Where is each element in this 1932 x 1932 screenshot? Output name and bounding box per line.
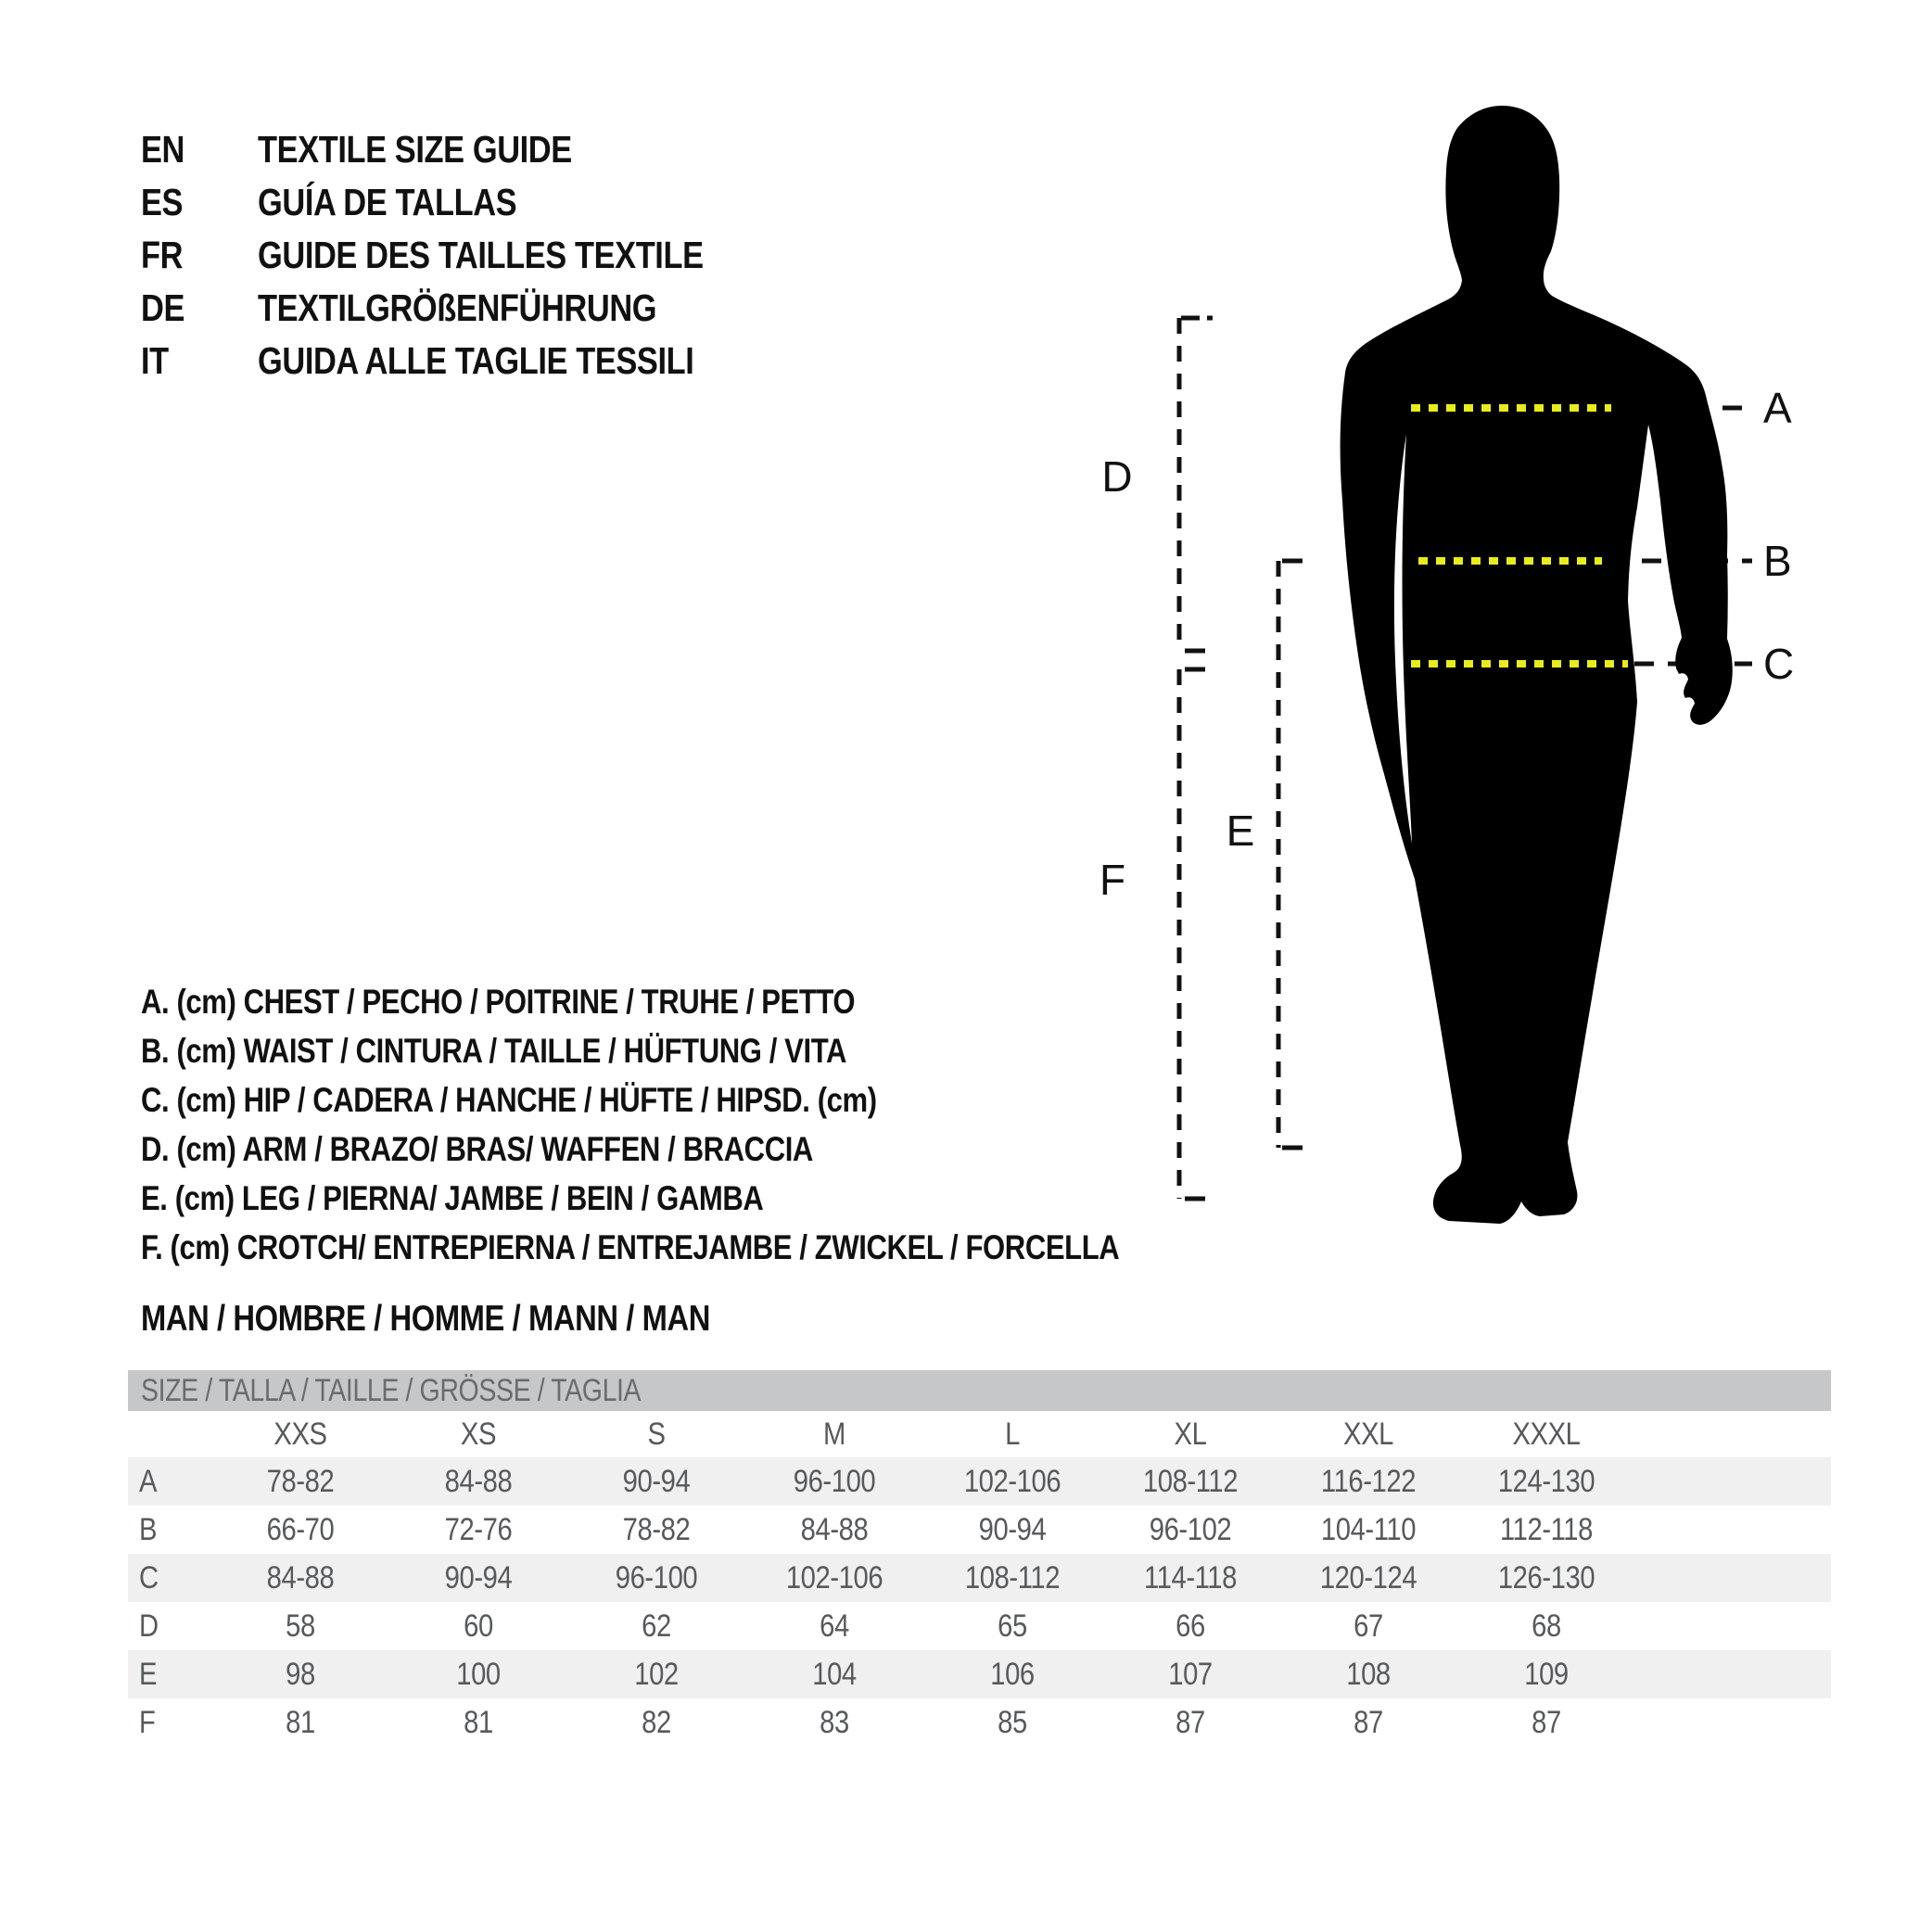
table-cell: 90-94 bbox=[622, 1463, 691, 1499]
lang-title: GUÍA DE TALLAS bbox=[258, 181, 517, 223]
table-cell: 124-130 bbox=[1497, 1463, 1595, 1499]
table-cell: 66-70 bbox=[266, 1511, 335, 1547]
table-row bbox=[128, 1698, 1831, 1747]
table-cell: 58 bbox=[286, 1608, 315, 1644]
table-cell: 81 bbox=[286, 1704, 315, 1740]
figure-label-a: A bbox=[1763, 384, 1792, 432]
figure-label-c: C bbox=[1763, 640, 1795, 688]
table-cell: 120-124 bbox=[1319, 1559, 1417, 1595]
table-cell: 87 bbox=[1176, 1704, 1205, 1740]
row-label: C bbox=[139, 1559, 159, 1595]
table-cell: 98 bbox=[286, 1656, 315, 1692]
size-table bbox=[128, 1370, 1831, 1747]
lang-row-de bbox=[141, 282, 788, 335]
table-cell: 83 bbox=[820, 1704, 849, 1740]
table-cell: 64 bbox=[820, 1608, 849, 1644]
table-cell: 126-130 bbox=[1497, 1559, 1595, 1595]
lang-code: IT bbox=[141, 339, 169, 382]
table-cell: 72-76 bbox=[444, 1511, 513, 1547]
size-columns-row bbox=[128, 1411, 1831, 1457]
table-cell: 104-110 bbox=[1320, 1511, 1417, 1547]
figure-label-d: D bbox=[1101, 452, 1133, 501]
language-title-list bbox=[141, 123, 788, 388]
column-header: XXS bbox=[273, 1416, 327, 1452]
lang-row-en bbox=[141, 123, 788, 176]
legend-line-c: C. (cm) HIP / CADERA / HANCHE / HÜFTE / HIPSD. (cm) bbox=[141, 1081, 877, 1119]
row-label: B bbox=[139, 1511, 158, 1547]
legend-line-b: B. (cm) WAIST / CINTURA / TAILLE / HÜFTUNG / VITA bbox=[141, 1032, 847, 1070]
category-line bbox=[141, 1296, 819, 1342]
table-cell: 100 bbox=[456, 1656, 501, 1692]
column-header: XL bbox=[1174, 1416, 1207, 1452]
table-cell: 112-118 bbox=[1500, 1511, 1593, 1547]
table-cell: 116-122 bbox=[1320, 1463, 1417, 1499]
table-cell: 96-100 bbox=[793, 1463, 876, 1499]
lang-code: ES bbox=[141, 181, 184, 223]
table-cell: 102 bbox=[634, 1656, 679, 1692]
legend-line-f: F. (cm) CROTCH/ ENTREPIERNA / ENTREJAMBE / ZWICKEL / FORCELLA bbox=[141, 1228, 1120, 1266]
table-cell: 60 bbox=[464, 1608, 493, 1644]
legend-line-a: A. (cm) CHEST / PECHO / POITRINE / TRUHE / PETTO bbox=[141, 983, 856, 1021]
lang-code: DE bbox=[141, 286, 185, 329]
table-cell: 62 bbox=[642, 1608, 671, 1644]
table-cell: 96-100 bbox=[615, 1559, 698, 1595]
table-row bbox=[128, 1506, 1831, 1554]
lang-code: FR bbox=[141, 234, 184, 276]
figure-label-f: F bbox=[1099, 856, 1126, 904]
table-cell: 109 bbox=[1524, 1656, 1569, 1692]
table-cell: 108 bbox=[1346, 1656, 1391, 1692]
column-header: S bbox=[647, 1416, 666, 1452]
measurement-legend bbox=[141, 977, 1305, 1272]
table-cell: 102-106 bbox=[785, 1559, 883, 1595]
table-cell: 108-112 bbox=[964, 1559, 1061, 1595]
column-header: XS bbox=[460, 1416, 497, 1452]
lang-row-it bbox=[141, 335, 788, 388]
table-cell: 107 bbox=[1168, 1656, 1213, 1692]
row-label: F bbox=[139, 1704, 156, 1740]
table-cell: 87 bbox=[1532, 1704, 1561, 1740]
table-cell: 90-94 bbox=[978, 1511, 1047, 1547]
table-cell: 67 bbox=[1354, 1608, 1383, 1644]
lang-title: GUIDA ALLE TAGLIE TESSILI bbox=[258, 339, 694, 382]
row-label: A bbox=[139, 1463, 158, 1499]
table-cell: 114-118 bbox=[1144, 1559, 1237, 1595]
table-cell: 84-88 bbox=[266, 1559, 335, 1595]
table-row bbox=[128, 1457, 1831, 1506]
table-cell: 66 bbox=[1176, 1608, 1205, 1644]
figure-label-e: E bbox=[1226, 807, 1255, 855]
column-header: XXL bbox=[1343, 1416, 1393, 1452]
table-row bbox=[128, 1554, 1831, 1602]
lang-title: GUIDE DES TAILLES TEXTILE bbox=[258, 234, 704, 276]
table-cell: 84-88 bbox=[444, 1463, 513, 1499]
table-cell: 78-82 bbox=[266, 1463, 335, 1499]
table-cell: 68 bbox=[1532, 1608, 1561, 1644]
size-table-header-text: SIZE / TALLA / TAILLE / GRÖSSE / TAGLIA bbox=[141, 1372, 642, 1408]
table-cell: 65 bbox=[998, 1608, 1027, 1644]
legend-line-e: E. (cm) LEG / PIERNA/ JAMBE / BEIN / GAMBA bbox=[141, 1179, 764, 1217]
table-cell: 84-88 bbox=[800, 1511, 869, 1547]
column-header: XXXL bbox=[1512, 1416, 1581, 1452]
lang-row-es bbox=[141, 176, 788, 229]
table-cell: 85 bbox=[998, 1704, 1027, 1740]
table-cell: 104 bbox=[812, 1656, 857, 1692]
legend-line-d: D. (cm) ARM / BRAZO/ BRAS/ WAFFEN / BRACCIA bbox=[141, 1130, 813, 1168]
column-header: M bbox=[823, 1416, 845, 1452]
table-cell: 82 bbox=[642, 1704, 671, 1740]
lang-title: TEXTILE SIZE GUIDE bbox=[258, 128, 572, 171]
row-label: E bbox=[139, 1656, 158, 1692]
lang-title: TEXTILGRÖßENFÜHRUNG bbox=[258, 286, 657, 329]
table-cell: 106 bbox=[990, 1656, 1035, 1692]
table-cell: 102-106 bbox=[963, 1463, 1061, 1499]
table-cell: 81 bbox=[464, 1704, 493, 1740]
lang-row-fr bbox=[141, 229, 788, 282]
table-cell: 87 bbox=[1354, 1704, 1383, 1740]
size-table-header-bar bbox=[128, 1370, 1831, 1411]
table-cell: 96-102 bbox=[1149, 1511, 1232, 1547]
row-label: D bbox=[139, 1608, 159, 1644]
figure-label-b: B bbox=[1763, 537, 1792, 585]
table-cell: 78-82 bbox=[622, 1511, 691, 1547]
table-cell: 90-94 bbox=[444, 1559, 513, 1595]
table-row bbox=[128, 1602, 1831, 1650]
table-row bbox=[128, 1650, 1831, 1698]
lang-code: EN bbox=[141, 128, 185, 171]
column-header: L bbox=[1005, 1416, 1020, 1452]
table-cell: 108-112 bbox=[1142, 1463, 1239, 1499]
category-text: MAN / HOMBRE / HOMME / MANN / MAN bbox=[141, 1299, 711, 1339]
